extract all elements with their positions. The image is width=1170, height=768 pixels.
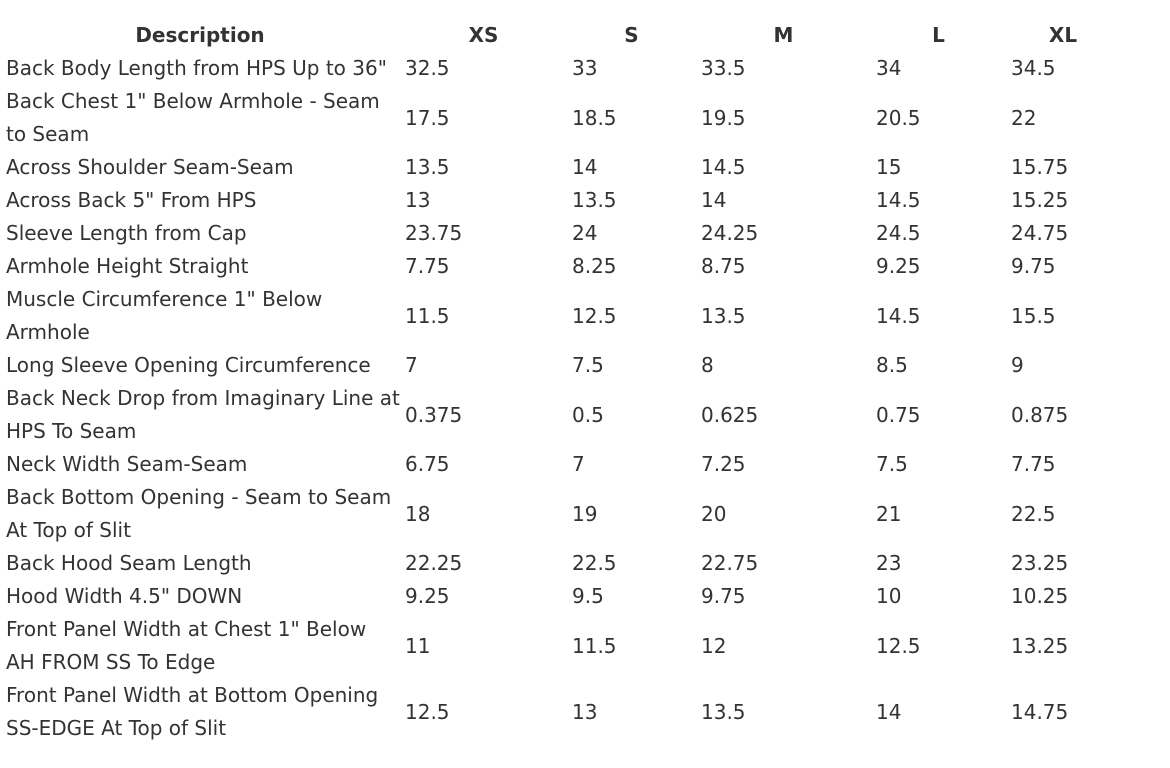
cell-s: 22.5 [572,551,617,575]
cell-description: Back Body Length from HPS Up to 36" [6,56,387,80]
table-row [0,85,1120,151]
cell-xs: 22.25 [405,551,463,575]
cell-description: Across Back 5" From HPS [6,188,257,212]
cell-description: Front Panel Width at Bottom Opening SS-EDGE At Top of Slit [6,683,379,740]
table-row [0,448,1120,481]
cell-l: 14.5 [876,303,921,328]
cell-xs: 6.75 [405,452,450,476]
header-s: S [624,23,639,47]
cell-s: 11.5 [572,633,617,658]
cell-xs: 11 [405,633,431,658]
cell-description: Long Sleeve Opening Circumference [6,353,371,377]
cell-xs: 12.5 [405,699,450,724]
cell-xl: 23.25 [1011,551,1069,575]
cell-xl: 15.5 [1011,303,1056,328]
cell-xl: 22.5 [1011,501,1056,526]
table-row [0,613,1120,679]
cell-description: Back Hood Seam Length [6,551,252,575]
cell-xs: 11.5 [405,303,450,328]
cell-s: 18.5 [572,105,617,130]
cell-l: 24.5 [876,221,921,245]
cell-description: Back Chest 1" Below Armhole - Seam to Seam [6,89,380,146]
cell-m: 0.625 [701,402,759,427]
cell-xs: 13.5 [405,155,450,179]
cell-m: 20 [701,501,727,526]
cell-m: 13.5 [701,699,746,724]
cell-description: Hood Width 4.5" DOWN [6,584,243,608]
cell-m: 13.5 [701,303,746,328]
cell-xs: 18 [405,501,431,526]
cell-m: 14 [701,188,727,212]
cell-s: 8.25 [572,254,617,278]
cell-l: 9.25 [876,254,921,278]
table-row [0,382,1120,448]
header-description: Description [135,23,265,47]
cell-l: 14.5 [876,188,921,212]
cell-m: 33.5 [701,56,746,80]
table-row [0,250,1120,283]
table-row [0,349,1120,382]
cell-s: 0.5 [572,402,604,427]
table-row [0,151,1120,184]
header-xl: XL [1048,23,1078,47]
cell-xl: 10.25 [1011,584,1069,608]
cell-l: 20.5 [876,105,921,130]
cell-xl: 9.75 [1011,254,1056,278]
cell-m: 24.25 [701,221,759,245]
cell-xs: 0.375 [405,402,463,427]
cell-xl: 34.5 [1011,56,1056,80]
cell-xl: 24.75 [1011,221,1069,245]
table-row [0,580,1120,613]
cell-description: Armhole Height Straight [6,254,249,278]
table-row [0,217,1120,250]
cell-description: Back Bottom Opening - Seam to Seam At Top of Slit [6,485,392,542]
cell-description: Across Shoulder Seam-Seam [6,155,294,179]
header-m: M [773,23,794,47]
cell-m: 8 [701,353,714,377]
cell-m: 12 [701,633,727,658]
cell-m: 9.75 [701,584,746,608]
cell-s: 19 [572,501,598,526]
cell-s: 7.5 [572,353,604,377]
cell-xs: 7 [405,353,418,377]
table-body [0,52,1120,745]
cell-l: 10 [876,584,902,608]
cell-xs: 9.25 [405,584,450,608]
cell-xs: 32.5 [405,56,450,80]
table-row [0,679,1120,745]
header-l: L [932,23,945,47]
table-row [0,52,1120,85]
cell-s: 13.5 [572,188,617,212]
cell-s: 13 [572,699,598,724]
cell-s: 33 [572,56,598,80]
cell-xl: 15.75 [1011,155,1069,179]
table-row [0,184,1120,217]
cell-xl: 14.75 [1011,699,1069,724]
cell-xs: 23.75 [405,221,463,245]
cell-xl: 13.25 [1011,633,1069,658]
cell-xs: 17.5 [405,105,450,130]
cell-l: 23 [876,551,902,575]
cell-xl: 15.25 [1011,188,1069,212]
cell-s: 7 [572,452,585,476]
cell-m: 22.75 [701,551,759,575]
cell-l: 12.5 [876,633,921,658]
cell-xl: 0.875 [1011,402,1069,427]
cell-description: Neck Width Seam-Seam [6,452,248,476]
cell-description: Front Panel Width at Chest 1" Below AH FROM SS To Edge [6,617,367,674]
table-row [0,547,1120,580]
cell-s: 9.5 [572,584,604,608]
cell-description: Muscle Circumference 1" Below Armhole [6,287,323,344]
cell-l: 7.5 [876,452,908,476]
cell-xl: 7.75 [1011,452,1056,476]
cell-xl: 22 [1011,105,1037,130]
cell-l: 8.5 [876,353,908,377]
cell-m: 7.25 [701,452,746,476]
cell-s: 14 [572,155,598,179]
cell-m: 19.5 [701,105,746,130]
cell-l: 0.75 [876,402,921,427]
cell-s: 12.5 [572,303,617,328]
cell-s: 24 [572,221,598,245]
cell-description: Back Neck Drop from Imaginary Line at HPS To Seam [6,386,400,443]
cell-l: 15 [876,155,902,179]
header-row [0,18,1120,52]
table-header [0,18,1120,52]
table-row [0,283,1120,349]
cell-xl: 9 [1011,353,1024,377]
cell-l: 34 [876,56,902,80]
header-xs: XS [468,23,499,47]
cell-description: Sleeve Length from Cap [6,221,247,245]
cell-l: 14 [876,699,902,724]
cell-m: 8.75 [701,254,746,278]
cell-m: 14.5 [701,155,746,179]
size-chart-table [0,18,1120,745]
cell-xs: 13 [405,188,431,212]
cell-xs: 7.75 [405,254,450,278]
cell-l: 21 [876,501,902,526]
table-row [0,481,1120,547]
